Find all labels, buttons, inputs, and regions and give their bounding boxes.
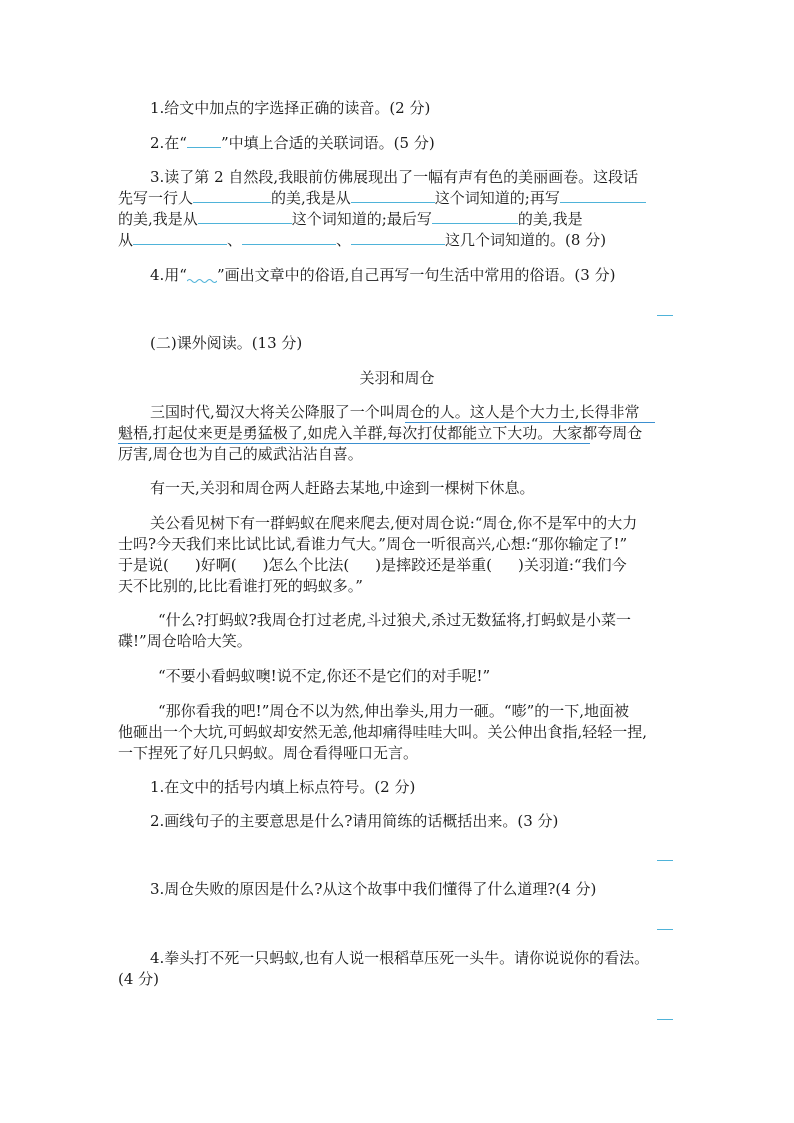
p3-text: )好啊( [194, 556, 237, 574]
answer-line[interactable] [657, 1019, 673, 1020]
passage-p3-line-1: 关公看见树下有一群蚂蚁在爬来爬去,便对周仓说:“周仓,你不是军中的大力 [150, 514, 638, 532]
q3-text: 从 [118, 231, 134, 249]
question-3-line-4 [118, 230, 606, 250]
q3-separator: 、 [336, 231, 352, 249]
reading-question-4-line-1: 4.拳头打不死一只蚂蚁,也有人说一根稻草压死一头牛。请你说说你的看法。 [150, 949, 650, 967]
q3-text: 的美,我是 [517, 210, 583, 228]
question-3-line-2 [118, 188, 646, 208]
p3-text: 于是说( [118, 556, 169, 574]
question-4 [150, 265, 615, 285]
answer-line[interactable] [657, 929, 673, 930]
passage-p4-line-1: “什么?打蚂蚁?我周仓打过老虎,斗过狼犬,杀过无数猛将,打蚂蚁是小菜一 [158, 611, 632, 629]
question-3-line-1: 3.读了第 2 自然段,我眼前仿佛展现出了一幅有声有色的美丽画卷。这段话 [150, 168, 639, 186]
question-2-prefix: 2.在“ [150, 134, 187, 152]
passage-p6-line-1: “那你看我的吧!”周仓不以为然,伸出拳头,用力一砸。“嘭”的一下,地面被 [158, 702, 630, 720]
reading-question-1: 1.在文中的括号内填上标点符号。(2 分) [150, 778, 416, 796]
q3-text: 的美,我是从 [271, 189, 351, 207]
question-1: 1.给文中加点的字选择正确的读音。(2 分) [150, 99, 431, 117]
passage-p2: 有一天,关羽和周仓两人赶路去某地,中途到一棵树下休息。 [150, 479, 535, 497]
reading-question-4-line-2: (4 分) [118, 970, 160, 988]
blank-field[interactable] [351, 230, 445, 245]
underlined-sentence-mark [118, 443, 590, 444]
wavy-underline-icon [187, 266, 217, 280]
p3-text: )怎么个比法( [262, 556, 350, 574]
passage-p3-line-3 [118, 555, 627, 575]
blank-field[interactable] [560, 188, 646, 203]
passage-p4-line-2: 碟!”周仓哈哈大笑。 [118, 632, 252, 650]
passage-p6-line-3: 一下捏死了好几只蚂蚁。周仓看得哑口无言。 [118, 744, 419, 762]
section-heading: (二)课外阅读。(13 分) [150, 334, 303, 352]
passage-p1-line-3: 厉害,周仓也为自己的威武沾沾自喜。 [118, 445, 363, 463]
reading-question-2: 2.画线句子的主要意思是什么?请用简练的话概括出来。(3 分) [150, 812, 559, 830]
passage-p3-line-2: 士吗?今天我们来比试比试,看谁力气大。”周仓一听很高兴,心想:“那你输定了!” [118, 535, 628, 553]
question-2 [150, 133, 435, 153]
blank-field[interactable] [193, 188, 271, 203]
passage-p1-line-1: 三国时代,蜀汉大将关公降服了一个叫周仓的人。这人是个大力士,长得非常 [150, 403, 640, 421]
answer-line[interactable] [657, 860, 673, 861]
reading-question-3: 3.周仓失败的原因是什么?从这个故事中我们懂得了什么道理?(4 分) [150, 880, 597, 898]
q3-text: 这个词知道的;再写 [434, 189, 560, 207]
passage-p5: “不要小看蚂蚁噢!说不定,你还不是它们的对手呢!” [158, 667, 491, 685]
passage-p1-line-2: 魁梧,打起仗来更是勇猛极了,如虎入羊群,每次打仗都能立下大功。大家都夸周仓 [118, 424, 643, 442]
q3-separator: 、 [227, 231, 243, 249]
blank-field[interactable] [133, 230, 227, 245]
p3-text: )关羽道:“我们今 [518, 556, 627, 574]
blank-field[interactable] [198, 209, 292, 224]
passage-title: 关羽和周仓 [359, 369, 435, 387]
question-4-prefix: 4.用“ [150, 266, 187, 284]
blank-field[interactable] [242, 230, 336, 245]
question-3-line-3 [118, 209, 583, 229]
answer-line[interactable] [657, 315, 673, 316]
blank-field[interactable] [351, 188, 435, 203]
passage-p6-line-2: 他砸出一个大坑,可蚂蚁却安然无恙,他却痛得哇哇大叫。关公伸出食指,轻轻一捏, [118, 723, 648, 741]
question-2-suffix: ”中填上合适的关联词语。(5 分) [220, 134, 435, 152]
blank-field[interactable] [187, 133, 221, 148]
q3-text: 这个词知道的;最后写 [291, 210, 432, 228]
q3-text: 这几个词知道的。(8 分) [445, 231, 607, 249]
question-4-suffix: ”画出文章中的俗语,自己再写一句生活中常用的俗语。(3 分) [216, 266, 616, 284]
q3-text: 先写一行人 [118, 189, 194, 207]
underlined-sentence-mark [405, 422, 655, 423]
blank-field[interactable] [432, 209, 518, 224]
p3-text: )是摔跤还是举重( [375, 556, 493, 574]
passage-p3-line-4: 天不比别的,比比看谁打死的蚂蚁多。” [118, 577, 363, 595]
q3-text: 的美,我是从 [118, 210, 198, 228]
